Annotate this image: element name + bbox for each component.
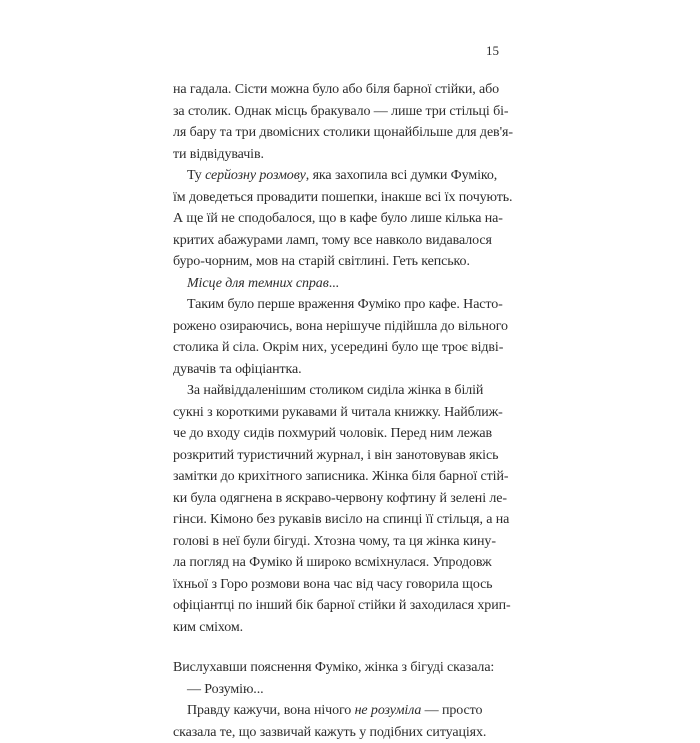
text-line: гінси. Кімоно без рукавів висіло на спинці її стільця, а на: [173, 509, 499, 531]
text-line: розкритий туристичний журнал, і він занотовував якісь: [173, 445, 499, 467]
text-line: Ту серйозну розмову, яка захопила всі думки Фуміко,: [173, 165, 499, 187]
text-line: ки була одягнена в яскраво-червону кофтину й зелені ле-: [173, 488, 499, 510]
text-line: рожено озираючись, вона нерішуче підійшла до вільного: [173, 316, 499, 338]
text-line: ля бару та три двомісних столики щонайбільше для дев'я-: [173, 122, 499, 144]
text-line: ла погляд на Фуміко й широко всміхнулася. Упродовж: [173, 552, 499, 574]
text-line: ти відвідувачів.: [173, 144, 499, 166]
text-line: замітки до крихітного записника. Жінка біля барної стій-: [173, 466, 499, 488]
text-line: критих абажурами ламп, тому все навколо видавалося: [173, 230, 499, 252]
text-line: ким сміхом.: [173, 617, 499, 639]
text-line: — Розумію...: [173, 679, 499, 701]
text-line: дувачів та офіціантка.: [173, 359, 499, 381]
text-line: офіціантці по інший бік барної стійки й заходилася хрип-: [173, 595, 499, 617]
text-line: Правду кажучи, вона нічого не розуміла — просто: [173, 700, 499, 722]
text-line: Місце для темних справ...: [173, 273, 499, 295]
text-line: столика й сіла. Окрім них, усередині було ще троє відві-: [173, 337, 499, 359]
text-line: сказала те, що зазвичай кажуть у подібних ситуаціях.: [173, 722, 499, 743]
text-line: голові в неї були бігуді. Хтозна чому, та ця жінка кину-: [173, 531, 499, 553]
text-line: буро-чорним, мов на старій світлині. Геть кепсько.: [173, 251, 499, 273]
text-line: за столик. Однак місць бракувало — лише три стільці бі-: [173, 101, 499, 123]
text-line: За найвіддаленішим столиком сиділа жінка в білій: [173, 380, 499, 402]
page-number: 15: [486, 43, 499, 59]
text-line: че до входу сидів похмурий чоловік. Перед ним лежав: [173, 423, 499, 445]
body-text: [173, 79, 499, 743]
text-line: Вислухавши пояснення Фуміко, жінка з бігуді сказала:: [173, 657, 499, 679]
text-line: їм доведеться провадити пошепки, інакше всі їх почують.: [173, 187, 499, 209]
text-line: А ще їй не сподобалося, що в кафе було лише кілька на-: [173, 208, 499, 230]
text-line: Таким було перше враження Фуміко про кафе. Насто-: [173, 294, 499, 316]
section-break: [173, 638, 499, 657]
text-line: на гадала. Сісти можна було або біля барної стійки, або: [173, 79, 499, 101]
text-line: сукні з короткими рукавами й читала книжку. Найближ-: [173, 402, 499, 424]
text-line: їхньої з Горо розмови вона час від часу говорила щось: [173, 574, 499, 596]
